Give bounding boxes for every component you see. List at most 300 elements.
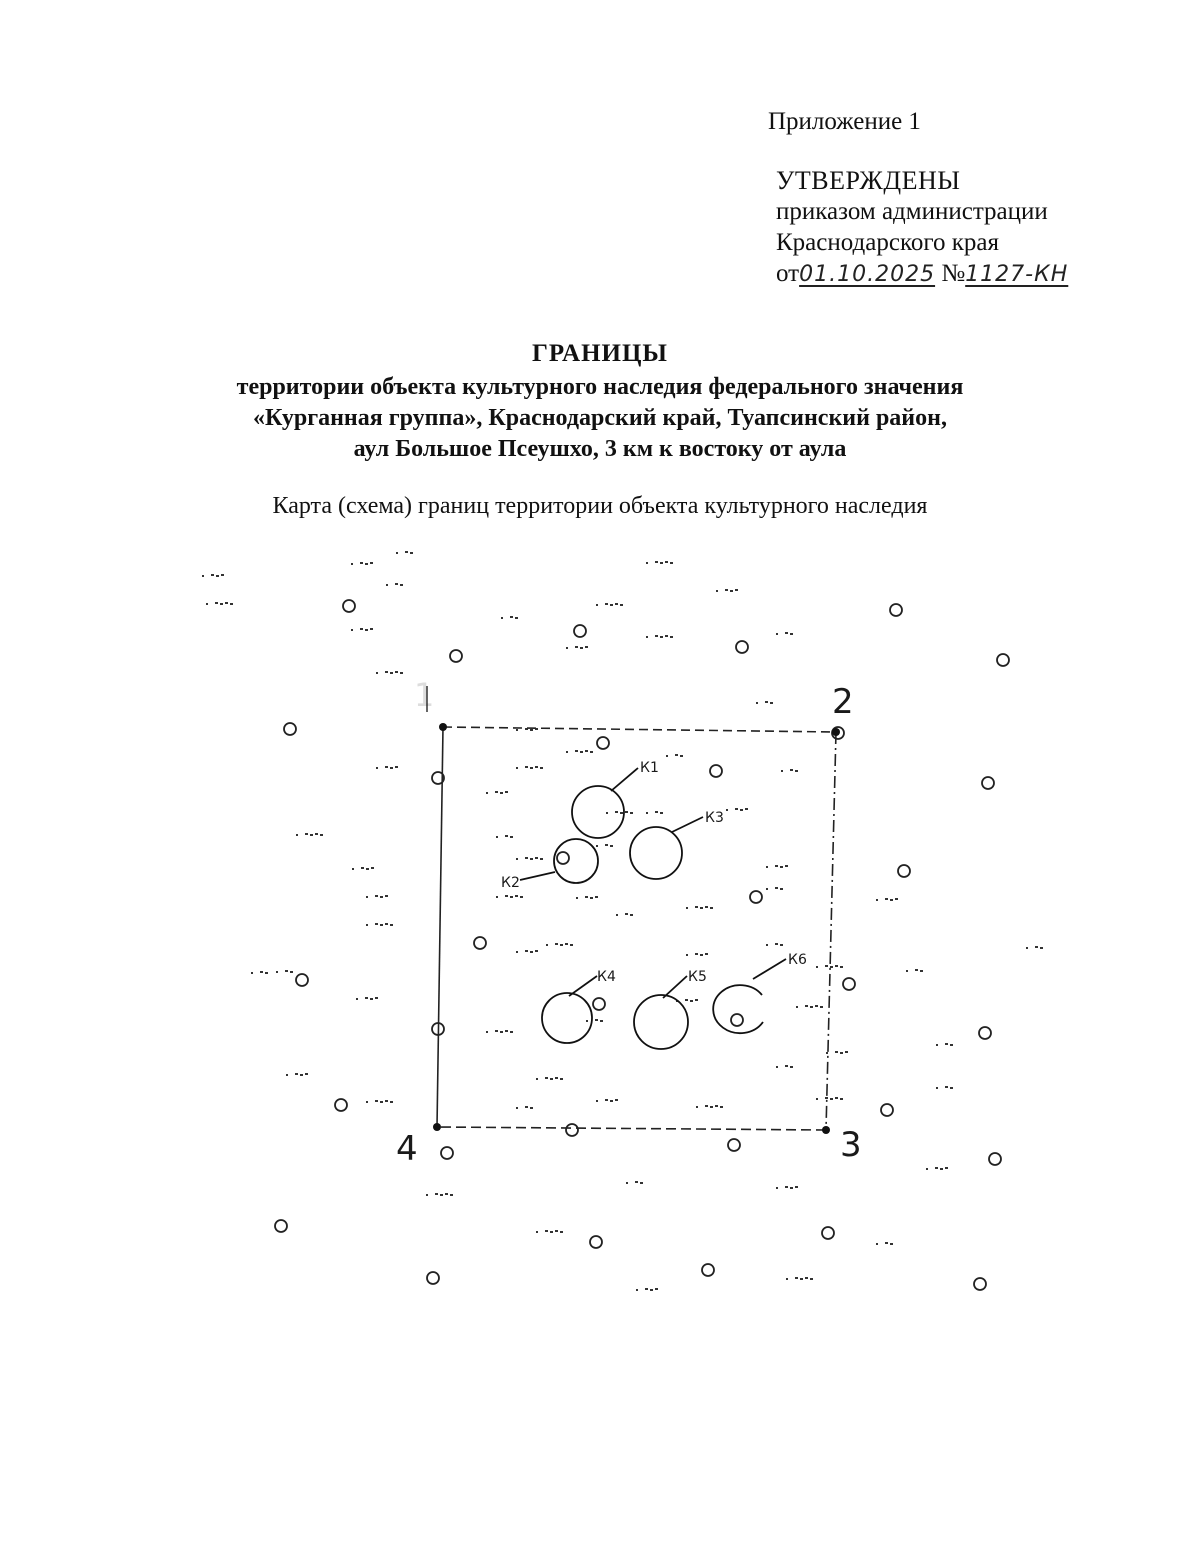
map-tick xyxy=(936,1087,938,1089)
map-tick xyxy=(380,924,383,926)
approved-by-line2: Краснодарского края xyxy=(776,229,999,256)
map-tick xyxy=(825,1097,828,1099)
map-tick xyxy=(690,1000,693,1002)
map-tick xyxy=(835,1097,838,1099)
map-tick xyxy=(785,1065,788,1067)
map-tick xyxy=(795,1186,798,1188)
map-tick xyxy=(296,834,298,836)
map-tick xyxy=(815,1005,818,1007)
map-tick xyxy=(220,603,223,605)
reference-circle xyxy=(728,1139,740,1151)
map-tick xyxy=(785,632,788,634)
map-tick xyxy=(230,603,233,605)
map-tick xyxy=(950,1044,953,1046)
map-tick xyxy=(606,812,608,814)
map-tick xyxy=(386,584,388,586)
map-tick xyxy=(505,835,508,837)
map-tick xyxy=(395,766,398,768)
map-tick xyxy=(655,1288,658,1290)
map-tick xyxy=(366,924,368,926)
map-tick xyxy=(546,944,548,946)
map-tick xyxy=(295,1073,298,1075)
reference-circle xyxy=(427,1272,439,1284)
map-tick xyxy=(675,754,678,756)
map-tick xyxy=(545,1077,548,1079)
map-tick xyxy=(615,811,618,813)
map-tick xyxy=(206,603,208,605)
map-tick xyxy=(405,551,408,553)
reference-circle xyxy=(898,865,910,877)
map-tick xyxy=(375,923,378,925)
map-tick xyxy=(570,944,573,946)
map-tick xyxy=(202,575,204,577)
map-tick xyxy=(366,1101,368,1103)
map-tick xyxy=(445,1193,448,1195)
leader-k1 xyxy=(611,768,638,791)
map-tick xyxy=(626,1182,628,1184)
reference-circle xyxy=(843,978,855,990)
map-tick xyxy=(376,767,378,769)
map-tick xyxy=(215,602,218,604)
map-tick xyxy=(1040,947,1043,949)
map-tick xyxy=(595,896,598,898)
map-tick xyxy=(380,896,383,898)
map-tick xyxy=(285,970,288,972)
map-tick xyxy=(716,590,718,592)
map-tick xyxy=(535,950,538,952)
map-tick xyxy=(615,1099,618,1101)
approved-heading: УТВЕРЖДЕНЫ xyxy=(776,166,961,195)
map-tick xyxy=(605,603,608,605)
subtitle-line1: территории объекта культурного наследия федерального значения xyxy=(236,374,964,400)
map-tick xyxy=(636,1289,638,1291)
map-tick xyxy=(356,998,358,1000)
map-tick xyxy=(290,971,293,973)
map-tick xyxy=(435,1193,438,1195)
map-tick xyxy=(596,845,598,847)
map-tick xyxy=(945,1043,948,1045)
map-tick xyxy=(945,1086,948,1088)
map-tick xyxy=(800,1278,803,1280)
map-tick xyxy=(805,1005,808,1007)
map-tick xyxy=(365,997,368,999)
kurgan-k5 xyxy=(634,995,688,1049)
map-tick xyxy=(840,1098,843,1100)
map-tick xyxy=(756,702,758,704)
boundary-edge-4-1 xyxy=(437,727,443,1127)
map-tick xyxy=(500,792,503,794)
approved-by-line1: приказом администрации xyxy=(776,198,1048,225)
map-tick xyxy=(370,628,373,630)
map-tick xyxy=(630,812,633,814)
map-tick xyxy=(776,1187,778,1189)
map-tick xyxy=(695,906,698,908)
boundary-vertices xyxy=(433,723,840,1134)
boundary-edge-1-2 xyxy=(443,727,836,732)
map-tick xyxy=(221,574,224,576)
map-tick xyxy=(286,1074,288,1076)
map-tick xyxy=(876,899,878,901)
map-tick xyxy=(840,1052,843,1054)
map-tick xyxy=(926,1168,928,1170)
kurgan-label-k5: К5 xyxy=(688,969,707,985)
reference-circle xyxy=(474,937,486,949)
map-tick xyxy=(1035,946,1038,948)
map-tick xyxy=(486,792,488,794)
reference-circle xyxy=(997,654,1009,666)
map-tick xyxy=(790,633,793,635)
map-tick xyxy=(525,857,528,859)
map-tick xyxy=(516,767,518,769)
boundary-polygon xyxy=(437,727,836,1130)
map-tick xyxy=(276,971,278,973)
map-tick xyxy=(560,1231,563,1233)
map-tick xyxy=(596,604,598,606)
map-tick xyxy=(375,895,378,897)
reference-circle xyxy=(590,1236,602,1248)
map-tick xyxy=(816,1098,818,1100)
map-tick xyxy=(395,583,398,585)
map-tick xyxy=(575,646,578,648)
boundary-point-2 xyxy=(832,728,840,736)
map-tick xyxy=(790,769,793,771)
map-tick xyxy=(315,833,318,835)
map-tick xyxy=(536,1078,538,1080)
map-tick xyxy=(516,729,518,731)
map-tick xyxy=(310,834,313,836)
map-tick xyxy=(560,944,563,946)
map-tick xyxy=(795,1277,798,1279)
map-tick xyxy=(695,999,698,1001)
reference-circle xyxy=(343,600,355,612)
map-tick xyxy=(530,951,533,953)
reference-circle xyxy=(890,604,902,616)
map-tick xyxy=(915,969,918,971)
map-tick xyxy=(320,834,323,836)
map-tick xyxy=(816,966,818,968)
map-tick xyxy=(305,1073,308,1075)
map-tick xyxy=(720,1106,723,1108)
reference-circle xyxy=(296,974,308,986)
map-tick xyxy=(885,898,888,900)
map-tick xyxy=(895,898,898,900)
map-tick xyxy=(590,751,593,753)
map-tick xyxy=(385,895,388,897)
map-tick xyxy=(835,1051,838,1053)
map-tick xyxy=(776,633,778,635)
map-tick xyxy=(505,791,508,793)
map-tick xyxy=(390,1101,393,1103)
map-tick xyxy=(426,1194,428,1196)
map-tick xyxy=(725,589,728,591)
map-tick xyxy=(560,1078,563,1080)
reference-circle xyxy=(982,777,994,789)
map-tick xyxy=(685,999,688,1001)
map-tick xyxy=(906,970,908,972)
map-tick xyxy=(540,767,543,769)
map-ticks xyxy=(202,551,1043,1291)
map-tick xyxy=(510,836,513,838)
map-tick xyxy=(646,812,648,814)
map-tick xyxy=(365,563,368,565)
map-tick xyxy=(660,562,663,564)
map-tick xyxy=(260,971,263,973)
map-tick xyxy=(360,628,363,630)
map-tick xyxy=(550,1231,553,1233)
number-prefix: № xyxy=(941,260,966,287)
reference-circle xyxy=(441,1147,453,1159)
map-tick xyxy=(376,672,378,674)
reference-circle xyxy=(284,723,296,735)
map-tick xyxy=(251,972,253,974)
map-tick xyxy=(890,899,893,901)
reference-circle xyxy=(593,998,605,1010)
map-tick xyxy=(715,1105,718,1107)
map-tick xyxy=(530,767,533,769)
reference-circle xyxy=(710,765,722,777)
map-tick xyxy=(495,1030,498,1032)
reference-circle xyxy=(989,1153,1001,1165)
leader-k3 xyxy=(672,817,703,832)
map-tick xyxy=(550,1078,553,1080)
map-tick xyxy=(726,809,728,811)
map-tick xyxy=(665,561,668,563)
map-tick xyxy=(575,750,578,752)
map-tick xyxy=(585,646,588,648)
map-tick xyxy=(835,965,838,967)
map-tick xyxy=(785,1186,788,1188)
map-tick xyxy=(705,906,708,908)
map-tick xyxy=(500,1031,503,1033)
map-tick xyxy=(785,865,788,867)
boundary-point-3 xyxy=(822,1126,830,1134)
map-tick xyxy=(610,845,613,847)
map-tick xyxy=(496,836,498,838)
map-tick xyxy=(686,907,688,909)
map-tick xyxy=(885,1242,888,1244)
map-tick xyxy=(655,635,658,637)
map-tick xyxy=(530,1107,533,1109)
map-tick xyxy=(765,701,768,703)
map-tick xyxy=(595,1019,598,1021)
map-tick xyxy=(366,896,368,898)
map-tick xyxy=(536,1231,538,1233)
map-tick xyxy=(710,1106,713,1108)
map-tick xyxy=(375,1100,378,1102)
map-tick xyxy=(645,1288,648,1290)
leader-k2 xyxy=(520,872,555,880)
map-tick xyxy=(360,562,363,564)
kurgan-k2 xyxy=(554,839,598,883)
map-tick xyxy=(625,811,628,813)
map-tick xyxy=(505,895,508,897)
map-tick xyxy=(216,575,219,577)
kurgan-label-k2: К2 xyxy=(501,875,520,891)
map-tick xyxy=(390,672,393,674)
map-reference-circles xyxy=(275,600,1009,1290)
map-tick xyxy=(775,887,778,889)
map-tick xyxy=(370,998,373,1000)
map-tick xyxy=(535,857,538,859)
map-tick xyxy=(495,791,498,793)
map-tick xyxy=(705,953,708,955)
kurgans xyxy=(520,768,786,1049)
map-tick xyxy=(385,671,388,673)
map-tick xyxy=(665,635,668,637)
reference-circle xyxy=(450,650,462,662)
map-tick xyxy=(780,866,783,868)
map-tick xyxy=(700,907,703,909)
map-tick xyxy=(586,1020,588,1022)
map-tick xyxy=(770,702,773,704)
map-tick xyxy=(805,1277,808,1279)
map-tick xyxy=(876,1243,878,1245)
map-tick xyxy=(830,1098,833,1100)
map-tick xyxy=(580,647,583,649)
boundary-edge-3-4 xyxy=(437,1127,826,1130)
map-tick xyxy=(646,562,648,564)
map-tick xyxy=(700,954,703,956)
reference-circle xyxy=(335,1099,347,1111)
map-tick xyxy=(555,943,558,945)
map-tick xyxy=(265,972,268,974)
map-tick xyxy=(776,1066,778,1068)
kurgan-label-k6: К6 xyxy=(788,952,807,968)
map-tick xyxy=(530,858,533,860)
order-date: 01.10.2025 xyxy=(799,262,936,287)
map-tick xyxy=(585,750,588,752)
map-tick xyxy=(520,896,523,898)
map-tick xyxy=(370,562,373,564)
map-tick xyxy=(400,672,403,674)
map-tick xyxy=(510,616,513,618)
map-tick xyxy=(555,1077,558,1079)
map-tick xyxy=(365,629,368,631)
map-tick xyxy=(371,867,374,869)
map-tick xyxy=(786,1278,788,1280)
reference-circle xyxy=(566,1124,578,1136)
date-prefix: от xyxy=(776,260,800,287)
map-tick xyxy=(515,895,518,897)
subtitle-line3: аул Большое Псеушхо, 3 км к востоку от аула xyxy=(353,436,847,462)
map-tick xyxy=(351,629,353,631)
map-tick xyxy=(670,562,673,564)
map-tick xyxy=(496,896,498,898)
map-tick xyxy=(410,552,413,554)
map-tick xyxy=(501,617,503,619)
map-tick xyxy=(396,552,398,554)
map-tick xyxy=(820,1006,823,1008)
reference-circle xyxy=(822,1227,834,1239)
map-tick xyxy=(780,888,783,890)
map-tick xyxy=(680,755,683,757)
kurgan-label-k1: К1 xyxy=(640,760,659,776)
map-tick xyxy=(781,770,783,772)
map-tick xyxy=(615,603,618,605)
map-tick xyxy=(695,953,698,955)
map-tick xyxy=(390,767,393,769)
map-tick xyxy=(510,1031,513,1033)
map-tick xyxy=(790,1066,793,1068)
kurgan-label-k4: К4 xyxy=(597,969,616,985)
map-tick xyxy=(775,865,778,867)
map-tick xyxy=(516,858,518,860)
map-tick xyxy=(710,907,713,909)
map-tick xyxy=(375,997,378,999)
map-tick xyxy=(605,1099,608,1101)
map-tick xyxy=(555,1230,558,1232)
map-tick xyxy=(576,897,578,899)
map-tick xyxy=(590,897,593,899)
map-tick xyxy=(351,563,353,565)
reference-circle xyxy=(557,852,569,864)
map-tick xyxy=(566,647,568,649)
map-tick xyxy=(730,590,733,592)
map-tick xyxy=(516,1107,518,1109)
map-tick xyxy=(696,1106,698,1108)
reference-circle xyxy=(881,1104,893,1116)
point-label-2: 2 xyxy=(832,682,854,722)
map-tick xyxy=(650,1289,653,1291)
map-tick xyxy=(211,574,214,576)
map-tick xyxy=(795,770,798,772)
leader-k5 xyxy=(663,976,687,998)
map-tick xyxy=(616,914,618,916)
map-tick xyxy=(525,766,528,768)
appendix-label: Приложение 1 xyxy=(768,108,921,135)
reference-circle xyxy=(974,1278,986,1290)
map-tick xyxy=(735,589,738,591)
map-tick xyxy=(810,1006,813,1008)
map-tick xyxy=(796,1006,798,1008)
reference-circle xyxy=(574,625,586,637)
map-tick xyxy=(505,1030,508,1032)
document-title: ГРАНИЦЫ xyxy=(532,340,668,367)
map-tick xyxy=(950,1087,953,1089)
kurgan-label-k3: К3 xyxy=(705,810,724,826)
map-tick xyxy=(635,1181,638,1183)
map-tick xyxy=(655,811,658,813)
map-tick xyxy=(361,867,364,869)
map-tick xyxy=(585,896,588,898)
boundary-point-4 xyxy=(433,1123,441,1131)
map-tick xyxy=(566,751,568,753)
point-label-1: 1 xyxy=(414,676,435,714)
map-tick xyxy=(766,888,768,890)
map-tick xyxy=(840,966,843,968)
map-tick xyxy=(352,868,354,870)
map-tick xyxy=(225,602,228,604)
map-tick xyxy=(385,1100,388,1102)
reference-circle xyxy=(979,1027,991,1039)
reference-circle xyxy=(597,737,609,749)
boundary-point-1 xyxy=(439,723,447,731)
map-tick xyxy=(380,1101,383,1103)
map-tick xyxy=(440,1194,443,1196)
map-tick xyxy=(620,604,623,606)
map-tick xyxy=(830,966,833,968)
map-tick xyxy=(630,914,633,916)
reference-circle xyxy=(750,891,762,903)
map-tick xyxy=(660,812,663,814)
leader-k6 xyxy=(753,959,786,979)
map-tick xyxy=(580,751,583,753)
map-tick xyxy=(745,808,748,810)
map-tick xyxy=(390,924,393,926)
kurgan-k4 xyxy=(542,993,592,1043)
map-tick xyxy=(935,1167,938,1169)
map-tick xyxy=(610,1100,613,1102)
